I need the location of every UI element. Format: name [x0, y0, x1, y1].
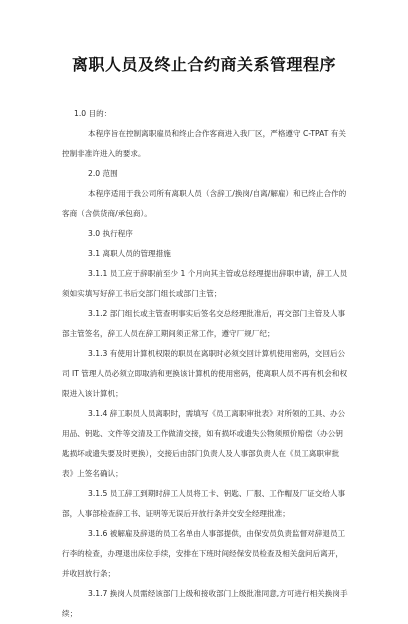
clause-3-1-6: 3.1.6 被解雇及辞退的员工名单由人事部提供，由保安员负责监督对辞退员工行李的检查，办理退出床位手续，安排在下班时间经保安员检查及相关盘问后离开，并收回放行条；	[62, 529, 346, 578]
document-body	[62, 104, 350, 624]
document-title: 离职人员及终止合约商关系管理程序	[71, 55, 336, 74]
clause-3-1-1: 3.1.1 员工应于辞职前至少 1 个月向其主管或总经理提出辞职申请，辞工人员须如实填写好辞工书后交部门组长或部门主管；	[62, 269, 348, 298]
section-heading-purpose: 1.0 目的：	[74, 109, 112, 118]
paragraph-scope: 本程序适用于我公司所有离职人员（含辞工/换岗/自离/解雇）和已终止合作的客商（含供货商/承包商）。	[62, 189, 347, 218]
clause-3-1-4: 3.1.4 辞工职员人员离职时，需填写《员工离职审批表》对所领的工具、办公用品、钥匙、文件等交清及工作做清交接，如有损坏或遗失公物须照价赔偿（办公钥匙损坏或遗失要及时更换），交接后由部门负责人及人事部负责人在《员工离职审批表》上签名确认；	[62, 409, 346, 478]
clause-3-1-7: 3.1.7 换岗人员需经该部门上级和接收部门上级批准同意,方可进行相关换岗手续；	[62, 589, 348, 618]
section-heading-procedure: 3.0 执行程序	[88, 229, 133, 238]
subsection-heading-departing-staff: 3.1 离职人员的管理措施	[88, 249, 171, 258]
clause-3-1-3: 3.1.3 有使用计算机权限的职员在离职时必须交回计算机使用密码，交回后公司 IT 管理人员必须立即取消和更换该计算机的使用密码，使离职人员不再有机会和权限进入该计算机；	[62, 349, 348, 398]
clause-3-1-5: 3.1.5 员工辞工到期时辞工人员将工卡、钥匙、厂服、工作帽及厂证交给人事部，人事部检查辞工书、证明等无误后开放行条并交安全经理批准；	[62, 489, 346, 518]
clause-3-1-2: 3.1.2 部门组长或主管查明事实后签名交总经理批准后，再交部门主管及人事部主管签名，辞工人员在辞工期间须正常工作，遵守厂规厂纪；	[62, 309, 346, 338]
section-heading-scope: 2.0 范围	[88, 169, 118, 178]
paragraph-purpose: 本程序旨在控制离职雇员和终止合作客商进入我厂区，严格遵守 C-TPAT 有关控制非准许进入的要求。	[62, 129, 346, 158]
